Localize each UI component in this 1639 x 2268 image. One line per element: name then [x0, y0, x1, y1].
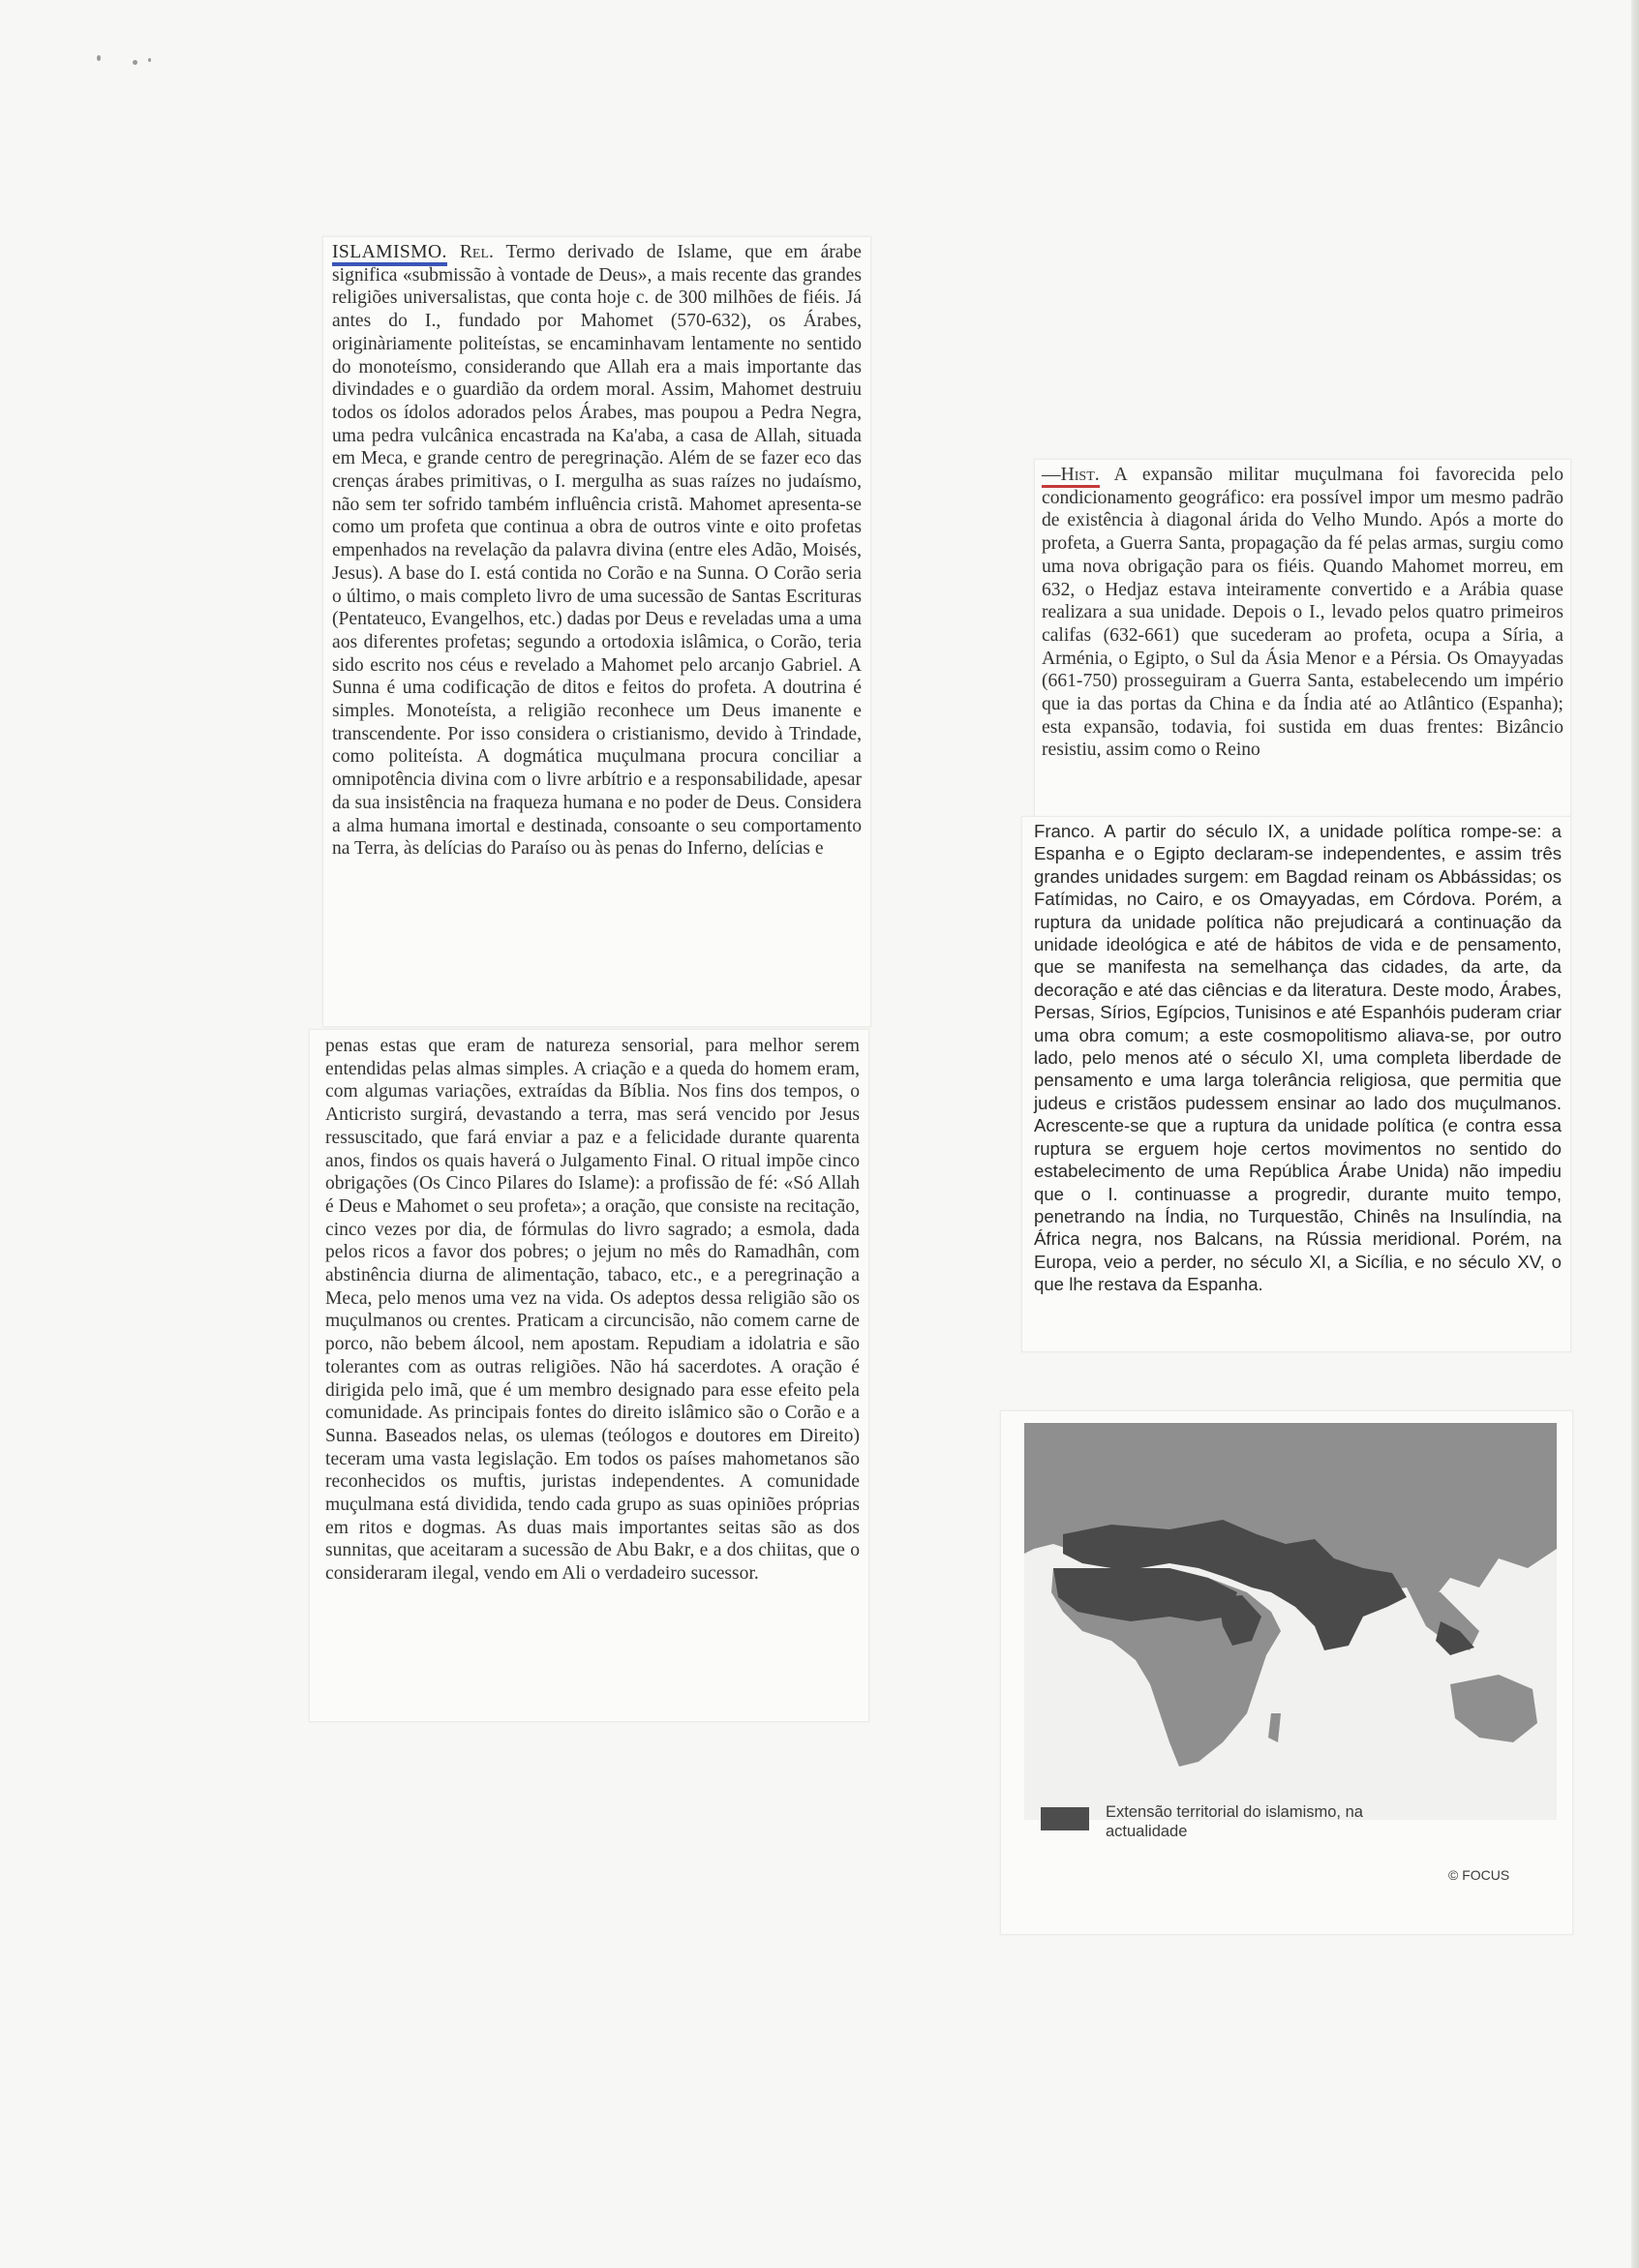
article-clipping-col1-top: [322, 236, 871, 1027]
article-clipping-col2-bottom: [1021, 816, 1571, 1352]
article-text-col2-top: [1035, 460, 1570, 762]
article-text-col1-top: [323, 237, 870, 861]
hist-dash: —: [1042, 465, 1061, 488]
paragraph-col2-part2: Franco. A partir do século IX, a unidade política rompe-se: a Espanha e o Egipto declaram-se independentes, e assim três grandes unidades surgem: em Bagdad reinam os Abbássidas; os Fatímidas, no Cairo, e os Omayyadas, em Córdova. Porém, a ruptura da unidade política não prejudicará a continuação da unidade ideológica e até de hábitos de vida e de pensamento, que se manifesta na semelhança das cidades, da arte, da decoração e até das ciências e da literatura. Deste modo, Árabes, Persas, Sírios, Egípcios, Tunisinos e até Espanhóis puderam criar uma obra comum; a este cosmopolitismo aliava-se, por outro lado, pelo menos até o século XI, uma completa liberdade de pensamento e uma larga tolerância religiosa, que permitia que judeus e cristãos pudessem ensinar ao lado dos muçulmanos. Acrescente-se que a ruptura da unidade política (e contra essa ruptura se erguem hoje certos movimentos no sentido do estabelecimento de uma República Árabe Unida) não impediu que o I. continuasse a progredir, durante muito tempo, penetrando na Índia, no Turquestão, Chinês na Insulíndia, na África negra, nos Balcans, na Rússia meridional. Porém, na Europa, veio a perder, no século XI, a Sicília, e no século XV, o que lhe restava da Espanha.: [1034, 821, 1562, 1295]
map-credit: © FOCUS: [1448, 1867, 1510, 1883]
article-clipping-col2-top: [1034, 459, 1571, 819]
paragraph-col1-part2: penas estas que eram de natureza sensorial, para melhor serem entendidas pelas almas simples. A criação e a queda do homem eram, com algumas variações, extraídas da Bíblia. Nos fins dos tempos, o Anticristo surgirá, devastando a terra, mas será vencido por Jesus ressuscitado, que fará enviar a paz e a felicidade durante quarenta anos, findos os quais haverá o Julgamento Final. O ritual impõe cinco obrigações (Os Cinco Pilares do Islame): a profissão de fé: «Só Allah é Deus e Mahomet o seu profeta»; a oração, que consiste na recitação, cinco vezes por dia, de fórmulas do livro sagrado; a esmola, dada pelos ricos a favor dos pobres; o jejum no mês do Ramadhân, com abstinência diurna de alimentação, tabaco, etc., e a peregrinação a Meca, pelo menos uma vez na vida. Os adeptos dessa religião são os muçulmanos ou crentes. Praticam a circuncisão, não comem carne de porco, não bebem álcool, nem apostam. Repudiam a idolatria e são tolerantes com as outras religiões. Não há sacerdotes. A oração é dirigida pelo imã, que é um membro designado para esse efeito pela comunidade. As principais fontes do direito islâmico são o Corão e a Sunna. Baseados nelas, os ulemas (teólogos e doutores em Direito) teceram uma vasta legislação. Em todos os países mahometanos são reconhecidos os muftis, juristas independentes. A comunidade muçulmana está dividida, tendo cada grupo as suas opiniões próprias em ritos e dogmas. As duas mais importantes seitas são as dos sunnitas, que aceitaram a sucessão de Abu Bakr, e a dos chiitas, que o consideraram ilegal, vendo em Ali o verdadeiro sucessor.: [325, 1036, 860, 1585]
rubric-hist: Hist.: [1061, 465, 1100, 488]
headword: ISLAMISMO.: [332, 242, 447, 266]
rubric-rel: Rel.: [459, 242, 494, 262]
scan-speck: [133, 60, 137, 65]
scan-speck: [97, 55, 101, 61]
world-map: [1024, 1423, 1557, 1820]
map-legend: Extensão territorial do islamismo, na actualidade: [1106, 1803, 1363, 1840]
world-map-svg: [1024, 1423, 1557, 1820]
legend-swatch: [1041, 1807, 1089, 1830]
scan-edge-shadow: [1631, 0, 1639, 2268]
paragraph-col1-part1: Termo derivado de Islame, que em árabe significa «submissão à vontade de Deus», a mais recente das grandes religiões universalistas, que conta hoje c. de 300 milhões de fiéis. Já antes do I., fundado por Mahomet (570-632), os Árabes, originàriamente politeístas, se encaminhavam lentamente no sentido do monoteísmo, considerando que Allah era a mais importante das divindades e o guardião da ordem moral. Assim, Mahomet destruiu todos os ídolos adorados pelos Árabes, mas poupou a Pedra Negra, uma pedra vulcânica encastrada na Ka'aba, a casa de Allah, situada em Meca, e grande centro de peregrinação. Além de se fazer eco das crenças árabes primitivas, o I. mergulha as suas raízes no judaísmo, não sem ter sofrido também influência cristã. Mahomet apresenta-se como um profeta que continua a obra de outros vinte e oito profetas empenhados na revelação da palavra divina (entre eles Adão, Moisés, Jesus). A base do I. está contida no Corão e na Sunna. O Corão seria o último, o mais completo livro de uma sucessão de Santas Escrituras (Pentateuco, Evangelhos, etc.) dadas por Deus e reveladas uma a uma aos diferentes profetas; segundo a ortodoxia islâmica, o Corão, teria sido escrito nos céus e revelado a Mahomet pelo arcanjo Gabriel. A Sunna é uma codificação de ditos e feitos do profeta. A doutrina é simples. Monoteísta, a religião reconhece um Deus imanente e transcendente. Por isso considera o cristianismo, devido à Trindade, como politeísta. A dogmática muçulmana procura conciliar a omnipotência divina com o livre arbítrio e a responsabilidade, apesar da sua insistência na fraqueza humana e no poder de Deus. Considera a alma humana imortal e destinada, consoante o seu comportamento na Terra, às delícias do Paraíso ou às penas do Inferno, delícias e: [332, 242, 862, 860]
article-clipping-col1-bottom: [309, 1029, 869, 1722]
paragraph-col2-part1: A expansão militar muçulmana foi favorecida pelo condicionamento geográfico: era possível impor um mesmo padrão de existência à diagonal árida do Velho Mundo. Após a morte do profeta, a Guerra Santa, propagação da fé pelas armas, surgiu como uma nova obrigação para os fiéis. Quando Mahomet morreu, em 632, o Hedjaz estava inteiramente convertido e a Arábia quase realizara a sua unidade. Depois o I., levado pelos quatro primeiros califas (632-661) que sucederam ao profeta, ocupa a Síria, a Arménia, o Egipto, o Sul da Ásia Menor e a Pérsia. Os Omayyadas (661-750) prosseguiram a Guerra Santa, estabelecendo um império que ia das portas da China e da Índia até ao Atlântico (Espanha); esta expansão, todavia, foi sustida em duas frentes: Bizâncio resistiu, assim como o Reino: [1042, 465, 1563, 761]
scan-speck: [148, 58, 151, 62]
